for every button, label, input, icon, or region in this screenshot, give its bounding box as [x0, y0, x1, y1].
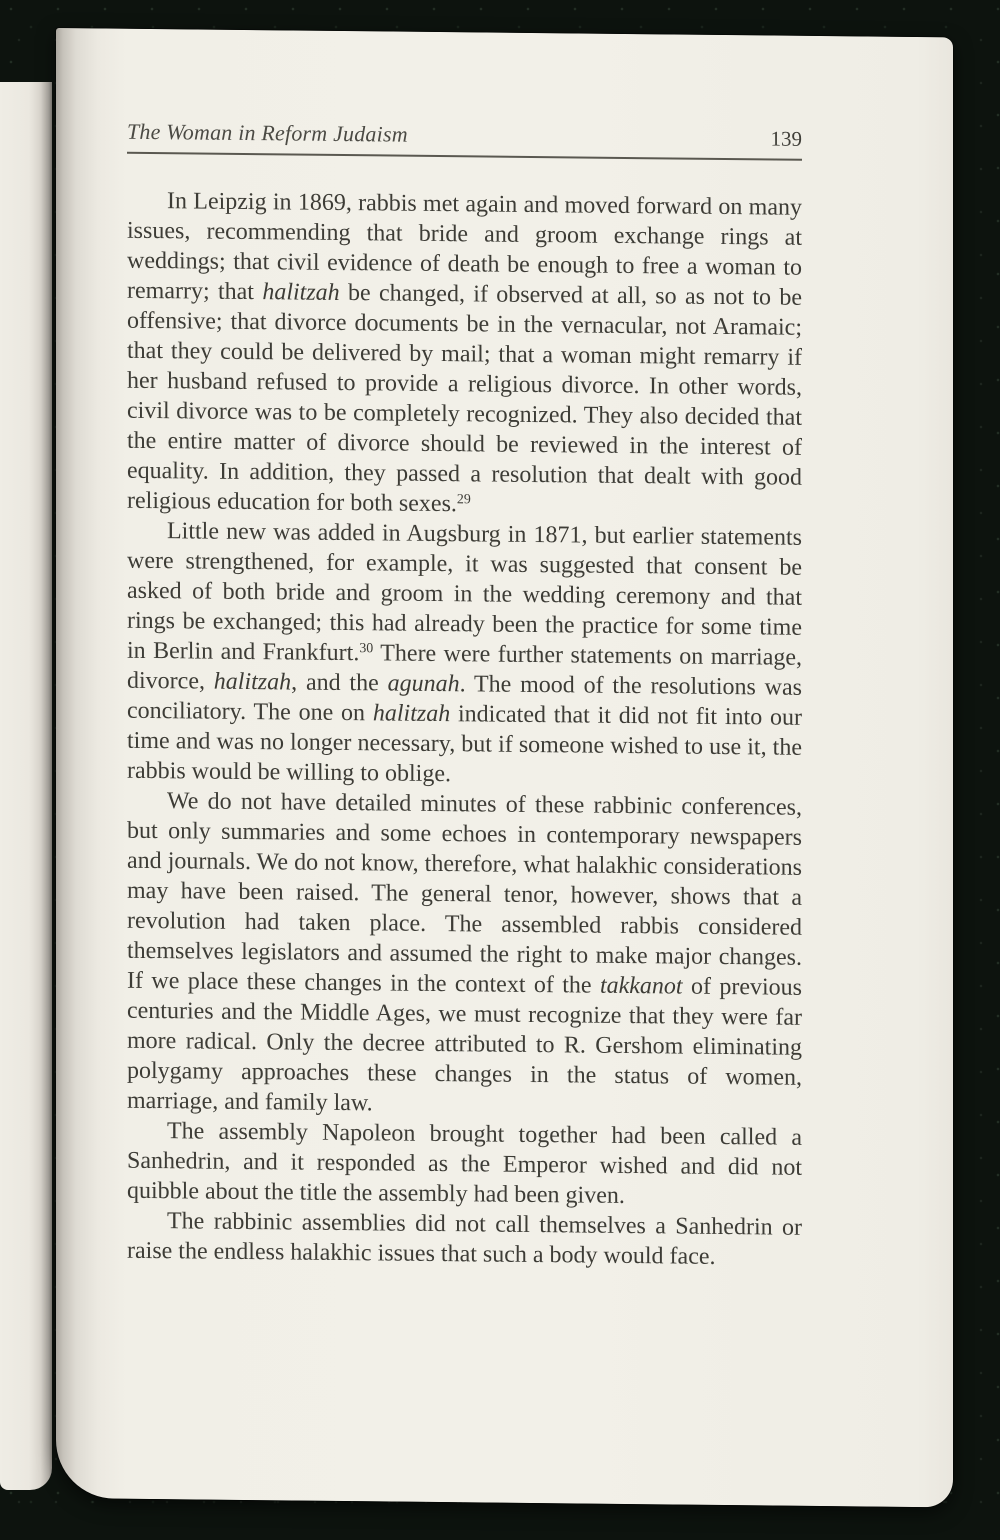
book-page: [56, 28, 953, 1507]
footnote-reference: 30: [359, 641, 374, 657]
text-run: takkanot: [599, 972, 683, 1000]
text-run: We do not have detailed minutes of these rabbinic conferences, but only summaries and some echoes in contemporary newspapers and journals. We do not know, therefore, what halakhic considerations may have been raised. The general tenor, however, shows that a revolution had taken place. The assembled rabbis considered themselves legislators and assumed the right to make major changes. If we place these changes in the context of the: [127, 788, 802, 999]
page-number: 139: [770, 126, 802, 151]
text-run: The assembly Napoleon brought together had been called a Sanhedrin, and it responded as the Emperor wished and did not quibble about the title the assembly had been given.: [127, 1118, 802, 1209]
paragraph: [127, 786, 802, 1123]
paragraph: [127, 516, 802, 793]
text-run: Little new was added in Augsburg in 1871, but earlier statements were strengthened, for example, it was suggested that consent be asked of both bride and groom in the wedding ceremony and that rings be exchanged; this had already been the practice for some time in Berlin and Frankfurt.: [127, 518, 802, 667]
footnote-reference: 29: [456, 492, 471, 508]
text-run: , and the: [291, 669, 388, 697]
paragraph: [127, 1206, 802, 1273]
running-title: The Woman in Reform Judaism: [127, 118, 408, 147]
text-run: The rabbinic assemblies did not call themselves a Sanhedrin or raise the endless halakhic issues that such a body would face.: [127, 1208, 802, 1270]
paragraph: [127, 1116, 802, 1213]
page-content: [127, 29, 802, 1273]
text-run: halitzah: [372, 700, 451, 728]
text-run: . The mood of the resolutions was conciliatory. The one on: [127, 671, 803, 727]
paragraph: [127, 186, 802, 523]
text-run: of previous centuries and the Middle Ages, we must recognize that they were far more radical. Only the decree attributed to R. Gershom eliminating polygamy approaches these changes in the status of women, marriage, and family law.: [127, 973, 802, 1117]
text-run: There were further statements on marriage, divorce,: [127, 640, 802, 695]
text-run: In Leipzig in 1869, rabbis met again and moved forward on many issues, recommending that bride and groom exchange rings at weddings; that civil evidence of death be enough to free a woman to remarry; that: [127, 188, 802, 306]
facing-page-edge: [0, 82, 52, 1490]
text-run: indicated that it did not fit into our time and was no longer necessary, but if someone wished to use it, the rabbis would be willing to oblige.: [127, 701, 803, 788]
text-run: halitzah: [262, 279, 340, 306]
page-header: [127, 119, 802, 161]
text-run: be changed, if observed at all, so as not to be offensive; that divorce documents be in the vernacular, not Aramaic; that they could be delivered by mail; that a woman might remarry if her husband refused to provide a religious divorce. In other words, civil divorce was to be completely recognized. They also decided that the entire matter of divorce should be reviewed in the interest of equality. In addition, they passed a resolution that dealt with good religious education for both sexes.: [127, 279, 802, 518]
text-run: agunah: [387, 670, 460, 698]
body-paragraphs: [127, 186, 802, 1273]
text-run: halitzah: [213, 668, 292, 696]
